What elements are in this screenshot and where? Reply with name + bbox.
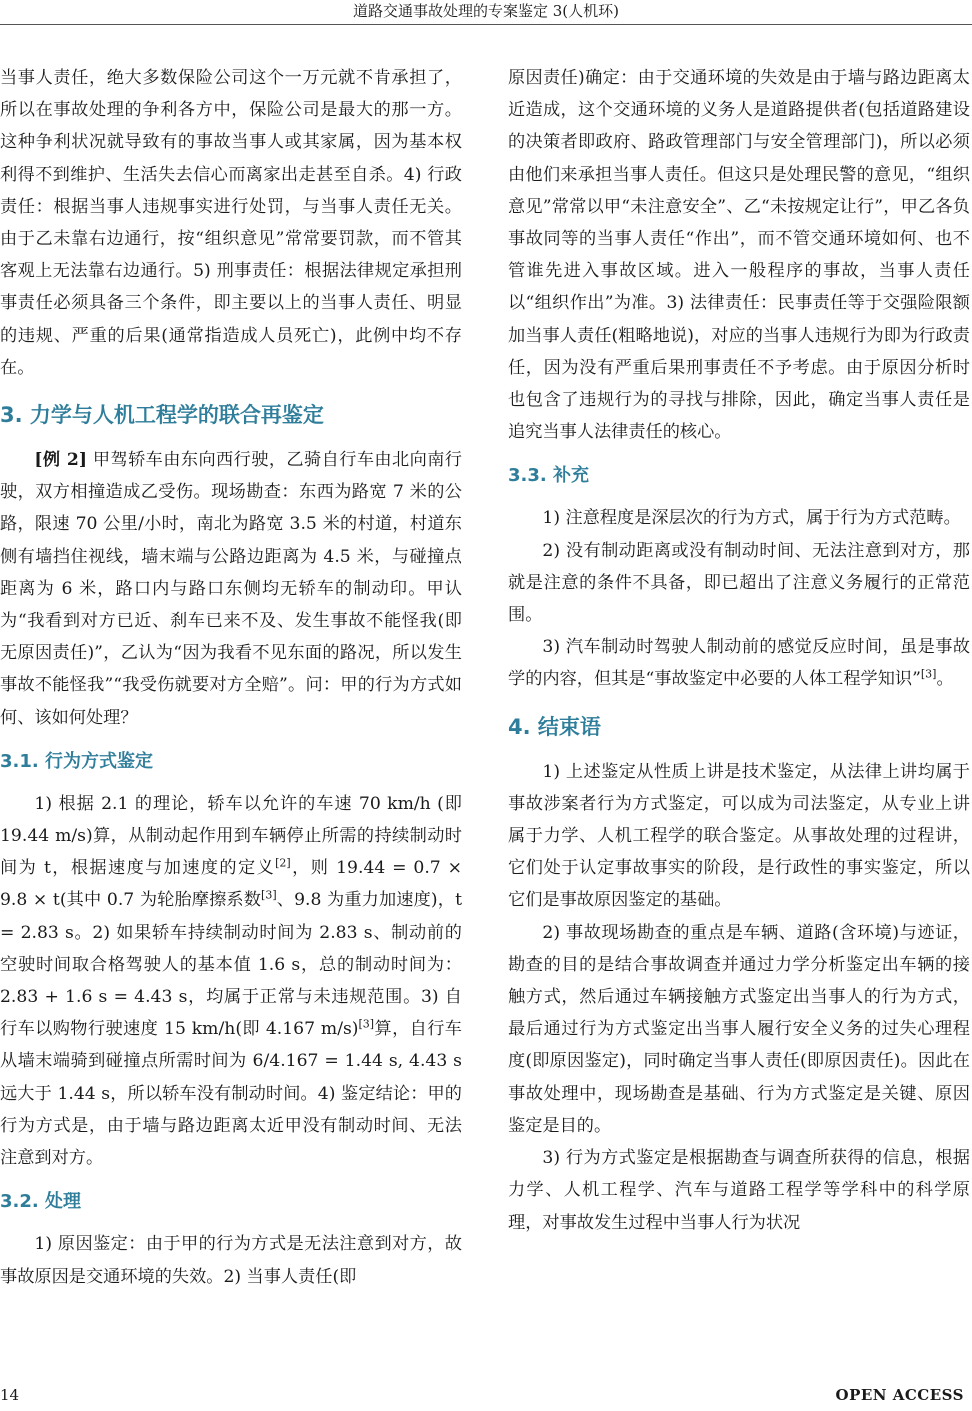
supplement-item-2: 2) 没有制动距离或没有制动时间、无法注意到对方，那就是注意的条件不具备，即已超出了注意义务履行的正常范围。: [508, 540, 970, 626]
citation-ref: [2]: [275, 856, 291, 870]
left-column: [0, 62, 462, 1372]
text-run: 算，自行车从墙末端骑到碰撞点所需时间为 6/4.167 = 1.44 s, 4.43 s 远大于 1.44 s，所以轿车没有制动时间。4) 鉴定结论：甲的行为方式是，由于墙与路边距离太近甲没有制动时间、无法注意到对方。: [0, 1019, 462, 1169]
open-access-label: OPEN ACCESS: [835, 1386, 964, 1404]
page-number: 14: [0, 1386, 20, 1404]
text-run: 。: [936, 669, 954, 690]
citation-ref: [3]: [920, 667, 937, 681]
example-label: [例 2]: [34, 450, 88, 471]
supplement-item-3: [508, 631, 970, 695]
right-column: [508, 62, 970, 1372]
citation-ref: [3]: [261, 888, 277, 902]
paragraph-continued: 当事人责任，绝大多数保险公司这个一万元就不肯承担了，所以在事故处理的争利各方中，保险公司是最大的那一方。这种争利状况就导致有的事故当事人或其家属，因为基本权利得不到维护、生活失去信心而离家出走甚至自杀。4) 行政责任：根据当事人违规事实进行处罚，与当事人责任无关。由于乙未靠右边通行，按“组织意见”常常要罚款，而不管其客观上无法靠右边通行。5) 刑事责任：根据法律规定承担刑事责任必须具备三个条件，即主要以上的当事人责任、明显的违规、严重的后果(通常指造成人员死亡)，此例中均不存在。: [0, 68, 462, 378]
citation-ref: [3]: [358, 1017, 375, 1031]
text-run: ，则 19.44 = 0.7 × 9.8 × t(其中 0.7 为轮胎摩擦系数: [0, 858, 462, 911]
paragraph-continued: 原因责任)确定：由于交通环境的失效是由于墙与路边距离太近造成，这个交通环境的义务人是道路提供者(包括道路建设的决策者即政府、路政管理部门与安全管理部门)，所以必须由他们来承担当事人责任。但这只是处理民警的意见，“组织意见”常常以甲“未注意安全”、乙“未按规定让行”，甲乙各负事故同等的当事人责任“作出”，而不管交通环境如何、也不管谁先进入事故区域。进入一般程序的事故，当事人责任以“组织作出”为准。3) 法律责任：民事责任等于交强险限额加当事人责任(粗略地说)，对应的当事人违规行为即为行政责任，因为没有严重后果刑事责任不予考虑。由于原因分析时也包含了违规行为的寻找与排除，因此，确定当事人责任是追究当事人法律责任的核心。: [508, 68, 970, 443]
running-title: 道路交通事故处理的专案鉴定 3(人机环): [352, 2, 620, 20]
behavior-analysis-paragraph: [0, 788, 462, 1174]
example-2-text: 甲驾轿车由东向西行驶，乙骑自行车由北向南行驶，双方相撞造成乙受伤。现场勘查：东西为路宽 7 米的公路，限速 70 公里/小时，南北为路宽 3.5 米的村道，村道东侧有墙挡住视线，墙末端与公路边距离为 4.5 米，与碰撞点距离为 6 米，路口内与路口东侧均无轿车的制动印。甲认为“我看到对方已近、刹车已来不及、发生事故不能怪我(即无原因责任)”，乙认为“因为我看不见东面的路况，所以发生事故不能怪我”“我受伤就要对方全赔”。问：甲的行为方式如何、该如何处理？: [0, 450, 462, 728]
running-header: [0, 0, 972, 25]
text-run: 、9.8 为重力加速度)，t = 2.83 s。2) 如果轿车持续制动时间为 2.83 s、制动前的空驶时间取合格驾驶人的基本值 1.6 s，总的制动时间为：2.83 + 1.6 s = 4.43 s，均属于正常与未违规范围。3) 自行车以购物行驶速度 15 km/h(即 4.167 m/s): [0, 890, 462, 1040]
conclusion-item-1: 1) 上述鉴定从性质上讲是技术鉴定，从法律上讲均属于事故涉案者行为方式鉴定，可以成为司法鉴定，从专业上讲属于力学、人机工程学的联合鉴定。从事故处理的过程讲，它们处于认定事故事实的阶段，是行政性的事实鉴定，所以它们是事故原因鉴定的基础。: [508, 761, 970, 911]
handling-paragraph: 1) 原因鉴定：由于甲的行为方式是无法注意到对方，故事故原因是交通环境的失效。2) 当事人责任(即: [0, 1234, 462, 1287]
text-run: 1) 根据 2.1 的理论，轿车以允许的车速 70 km/h (即 19.44 m/s)算，从制动起作用到车辆停止所需的持续制动时间为 t，根据速度与加速度的定义: [0, 793, 462, 879]
section-3-3-heading: 3.3. 补充: [508, 465, 589, 487]
conclusion-item-2: 2) 事故现场勘查的重点是车辆、道路(含环境)与迹证，勘查的目的是结合事故调查并通过力学分析鉴定出车辆的接触方式，然后通过车辆接触方式鉴定出当事人的行为方式，最后通过行为方式鉴定出当事人履行安全义务的过失心理程度(即原因鉴定)，同时确定当事人责任(即原因责任)。因此在事故处理中，现场勘查是基础、行为方式鉴定是关键、原因鉴定是目的。: [508, 922, 970, 1136]
section-3-2-heading: 3.2. 处理: [0, 1191, 81, 1213]
text-run: 3) 汽车制动时驾驶人制动前的感觉反应时间，虽是事故学的内容，但其是“事故鉴定中必要的人体工程学知识”: [508, 637, 970, 690]
supplement-item-1: 1) 注意程度是深层次的行为方式，属于行为方式范畴。: [542, 508, 961, 529]
conclusion-item-3: 3) 行为方式鉴定是根据勘查与调查所获得的信息，根据力学、人机工程学、汽车与道路工程学等学科中的科学原理，对事故发生过程中当事人行为状况: [508, 1148, 970, 1233]
section-3-1-heading: 3.1. 行为方式鉴定: [0, 750, 153, 772]
section-3-heading: 3. 力学与人机工程学的联合再鉴定: [0, 403, 324, 428]
example-2-paragraph: [0, 444, 462, 734]
section-4-heading: 4. 结束语: [508, 714, 601, 739]
